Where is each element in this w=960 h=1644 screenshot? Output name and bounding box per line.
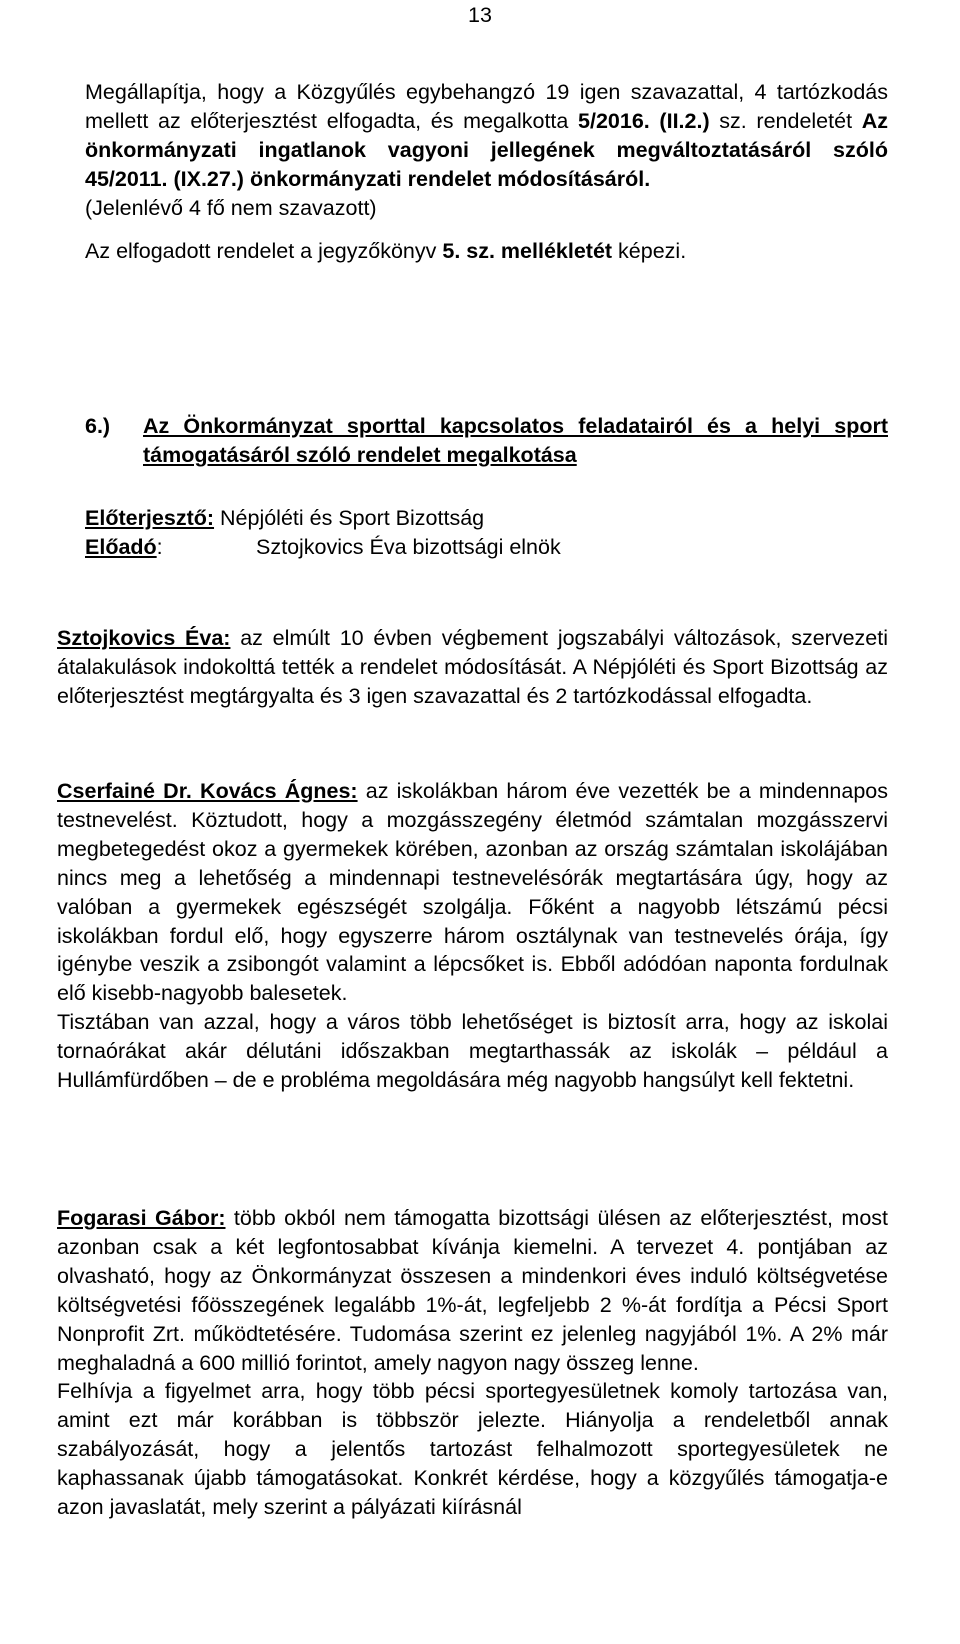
agenda-number: 6.)	[85, 414, 111, 438]
presenter-colon: :	[156, 534, 163, 559]
speaker-name: Fogarasi Gábor:	[57, 1206, 226, 1230]
speech-sztojkovics	[57, 624, 888, 711]
annex-text-end: képezi.	[612, 238, 687, 263]
speech-paragraph	[57, 777, 888, 1008]
present-note: (Jelenlévő 4 fő nem szavazott)	[85, 195, 377, 220]
page-number: 13	[468, 3, 492, 27]
presenter-label: Előadó	[85, 534, 157, 559]
annex-sentence	[85, 237, 888, 266]
agenda-title-row	[57, 412, 888, 470]
annex-reference: 5. sz. mellékletét	[442, 238, 613, 263]
presenter-line	[85, 533, 888, 562]
resolution-text-2: sz. rendeletét	[709, 108, 862, 133]
speech-paragraph	[57, 624, 888, 711]
submitter-label: Előterjesztő:	[85, 506, 215, 530]
speech-paragraph	[57, 1204, 888, 1377]
resolution-text: Megállapítja, hogy a Közgyűlés egybehangzó 19 igen szavazattal, 4 tartózkodás mellett az előterjesztést elfogadta, és megalkotta	[85, 80, 888, 133]
speaker-name: Cserfainé Dr. Kovács Ágnes:	[57, 779, 358, 803]
decree-number: 5/2016. (II.2.)	[578, 108, 710, 133]
agenda-meta	[85, 504, 888, 562]
submitter-value: Népjóléti és Sport Bizottság	[214, 506, 485, 530]
speech-text: az elmúlt 10 évben végbement jogszabályi változások, szervezeti átalakulások indokolttá tették a rendelet módosítását. A Népjóléti és Sport Bizottság az előterjesztést megtárgyalta és 3 igen szavazattal és 2 tartózkodással elfogadta.	[57, 626, 888, 708]
submitter-line	[85, 504, 888, 533]
speech-text: az iskolákban három éve vezették be a mindennapos testnevelést. Köztudott, hogy a mozgásszegény életmód számtalan mozgásszervi megbetegedést okoz a gyermekek körében, azonban az ország számtalan iskolájában nincs meg a lehetőség a mindennapi testnevelésórák megtartására úgy, hogy az valóban a gyermekek egészségét szolgálja. Főként a nagyobb létszámú pécsi iskolákban fordul elő, hogy egyszerre három osztálynak van testnevelés órája, így igénybe veszik a zsibongót valamint a lépcsőket is. Ebből adódóan naponta fordulnak elő kisebb-nagyobb balesetek.	[57, 779, 888, 1006]
speech-text: több okból nem támogatta bizottsági ülésen az előterjesztést, most azonban csak a két legfontosabbat kívánja kiemelni. A tervezet 4. pontjában az olvasható, hogy az Önkormányzat összesen a mindenkori éves induló költségvetése költségvetési főösszegének legalább 1%-át, legfeljebb 2 %-át fordítja a Pécsi Sport Nonprofit Zrt. működtetésére. Tudomása szerint ez jelenleg nagyjából 1%. A 2% már meghaladná a 600 millió forintot, amely nagyon nagy összeg lenne.	[57, 1206, 888, 1375]
resolution-paragraph	[85, 78, 888, 194]
agenda-title: Az Önkormányzat sporttal kapcsolatos feladatairól és a helyi sport támogatásáról szóló rendelet megalkotása	[143, 414, 888, 467]
agenda-item	[57, 412, 888, 470]
speech-cserfaine	[57, 777, 888, 1095]
decree-title: Az önkormányzati ingatlanok vagyoni jellegének megváltoztatásáról szóló 45/2011. (IX.27.) önkormányzati rendelet módosításáról.	[85, 108, 888, 191]
annex-text: Az elfogadott rendelet a jegyzőkönyv	[85, 238, 443, 263]
speech-fogarasi	[57, 1204, 888, 1522]
speech-text-continued: Tisztában van azzal, hogy a város több lehetőséget is biztosít arra, hogy az iskolai tornaórákat akár délutáni időszakban megtarthassák az iskolák – például a Hullámfürdőben – de e probléma megoldására még nagyobb hangsúlyt kell fektetni.	[57, 1010, 888, 1093]
intro-section	[85, 78, 888, 265]
presenter-value: Sztojkovics Éva bizottsági elnök	[256, 534, 561, 559]
speaker-name: Sztojkovics Éva:	[57, 626, 231, 650]
speech-text-continued: Felhívja a figyelmet arra, hogy több pécsi sportegyesületnek komoly tartozása van, amint ezt már korábban is többször jelezte. Hiányolja a rendeletből annak szabályozását, hogy a jelentős tartozást felhalmozott sportegyesületek ne kaphassanak újabb támogatásokat. Konkrét kérdése, hogy a közgyűlés támogatja-e azon javaslatát, mely szerint a pályázati kiírásnál	[57, 1379, 888, 1520]
